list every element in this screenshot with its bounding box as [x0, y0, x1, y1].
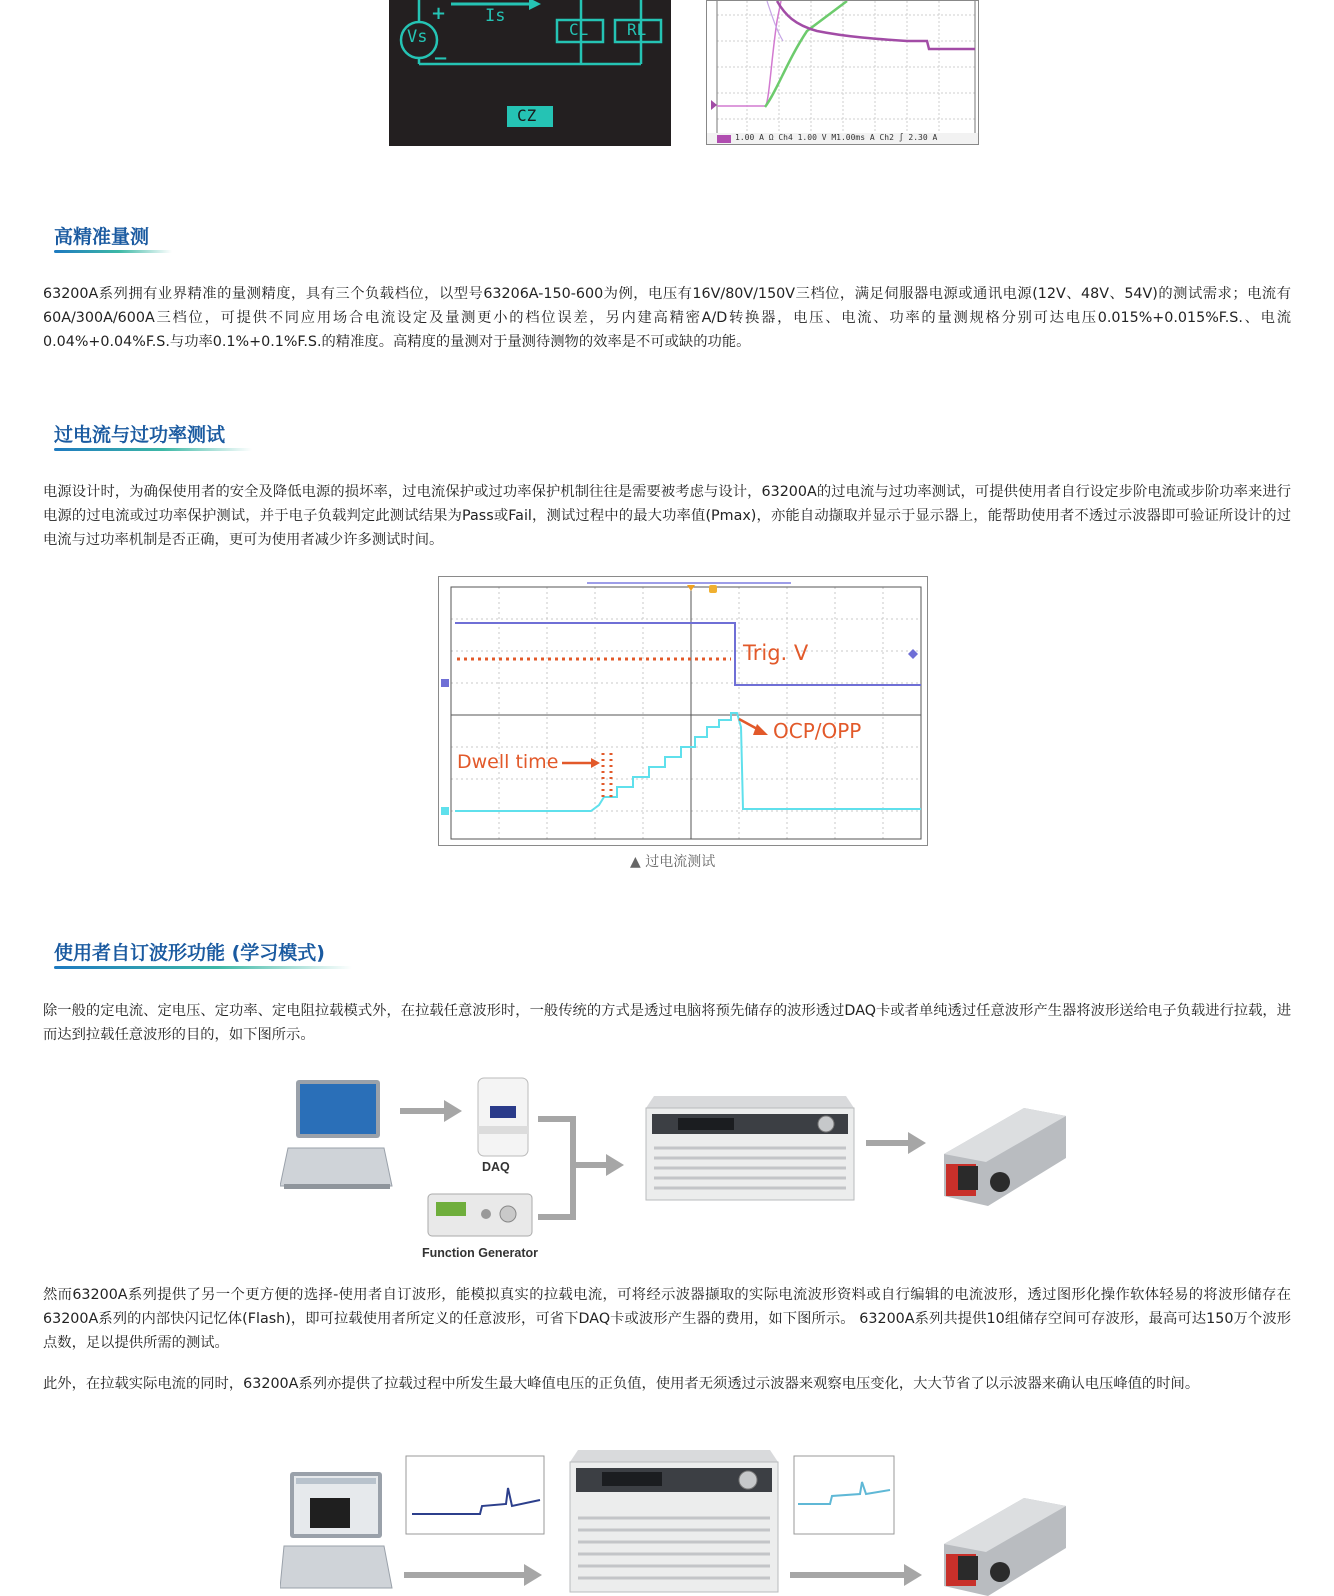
heading-underline — [54, 966, 352, 969]
paragraph-ocp-opp: 电源设计时，为确保使用者的安全及降低电源的损坏率，过电流保护或过功率保护机制往往是需要被考虑与设计，63200A的过电流与过功率测试，可提供使用者自行设定步阶电流或步阶功率来进行电源的过电流或过功率保护测试，并于电子负载判定此测试结果为Pass或Fail，测试过程中的最大功率值(Pmax)，亦能自动撷取并显示于显示器上，能帮助使用者不透过示波器即可验证所设计的过电流与过功率机制是否正确，更可为使用者减少许多测试时间。 — [43, 484, 1291, 548]
minus-sign: − — [433, 48, 449, 69]
plus-sign: + — [431, 3, 447, 24]
section-heading-ocp-opp: 过电流与过功率测试 — [54, 424, 226, 446]
paragraph-user-waveform: 然而63200A系列提供了另一个更方便的选择-使用者自订波形，能模拟真实的拉载电流，可将经示波器撷取的实际电流波形资料或自行编辑的电流波形，透过图形化操作软体轻易的将波形储存在63200A系列的内部快闪记忆体(Flash)，即可拉载使用者所定义的任意波形，可省下DAQ卡或波形产生器的费用，如下图所示。 63200A系列共提供10组储存空间可存波形，最高可达150万个波形点数，足以提供所需的测试。 — [43, 1287, 1291, 1351]
trig-v-label: Trig. V — [743, 641, 809, 665]
source-label: Vs — [407, 27, 428, 47]
resistor-label: RL — [627, 20, 647, 39]
mode-label: CZ — [517, 106, 537, 125]
learning-mode-diagram — [280, 1448, 1080, 1596]
ocp-opp-label: OCP/OPP — [773, 719, 862, 743]
daq-label: DAQ — [482, 1160, 510, 1174]
dwell-time-label: Dwell time — [457, 751, 559, 773]
current-label: Is — [485, 6, 506, 26]
heading-underline — [54, 250, 172, 253]
paragraph-precision: 63200A系列拥有业界精准的量测精度，具有三个负载档位，以型号63206A-150-600为例，电压有16V/80V/150V三档位，满足伺服器电源或通讯电源(12V、48V、54V)的测试需求；电流有60A/300A/600A三档位，可提供不同应用场合电流设定及量测更小的档位误差，另内建高精密A/D转换器，电压、电流、功率的量测规格分别可达电压0.015%+0.015%F.S.、电流 0.04%+0.04%F.S.与功率0.1%+0.1%F.S.的精准度。高精度的量测对于量测待测物的效率是不可或缺的功能。 — [43, 286, 1291, 350]
paragraph-waveform-intro: 除一般的定电流、定电压、定功率、定电阻拉载模式外，在拉载任意波形时，一般传统的方式是透过电脑将预先储存的波形透过DAQ卡或者单纯透过任意波形产生器将波形送给电子负载进行拉载，进而达到拉载任意波形的目的，如下图所示。 — [43, 1003, 1291, 1043]
scope-status-bar: 1.00 A Ω Ch4 1.00 V M1.00ms A Ch2 ∫ 2.30 A — [735, 133, 938, 142]
figure-caption-ocp: ▲ 过电流测试 — [630, 854, 716, 870]
daq-diagram — [280, 1068, 1080, 1264]
capacitor-label: CL — [569, 20, 589, 39]
function-generator-label: Function Generator — [422, 1246, 538, 1260]
paragraph-peak-voltage: 此外，在拉载实际电流的同时，63200A系列亦提供了拉载过程中所发生最大峰值电压的正负值，使用者无须透过示波器来观察电压变化，大大节省了以示波器来确认电压峰值的时间。 — [43, 1376, 1200, 1392]
scope-screenshot-cz — [706, 0, 979, 145]
section-heading-user-waveform: 使用者自订波形功能 (学习模式) — [54, 942, 325, 964]
circuit-diagram — [389, 0, 671, 146]
ocp-scope-figure — [438, 576, 928, 846]
section-heading-precision: 高精准量测 — [54, 226, 150, 248]
heading-underline — [54, 448, 252, 451]
